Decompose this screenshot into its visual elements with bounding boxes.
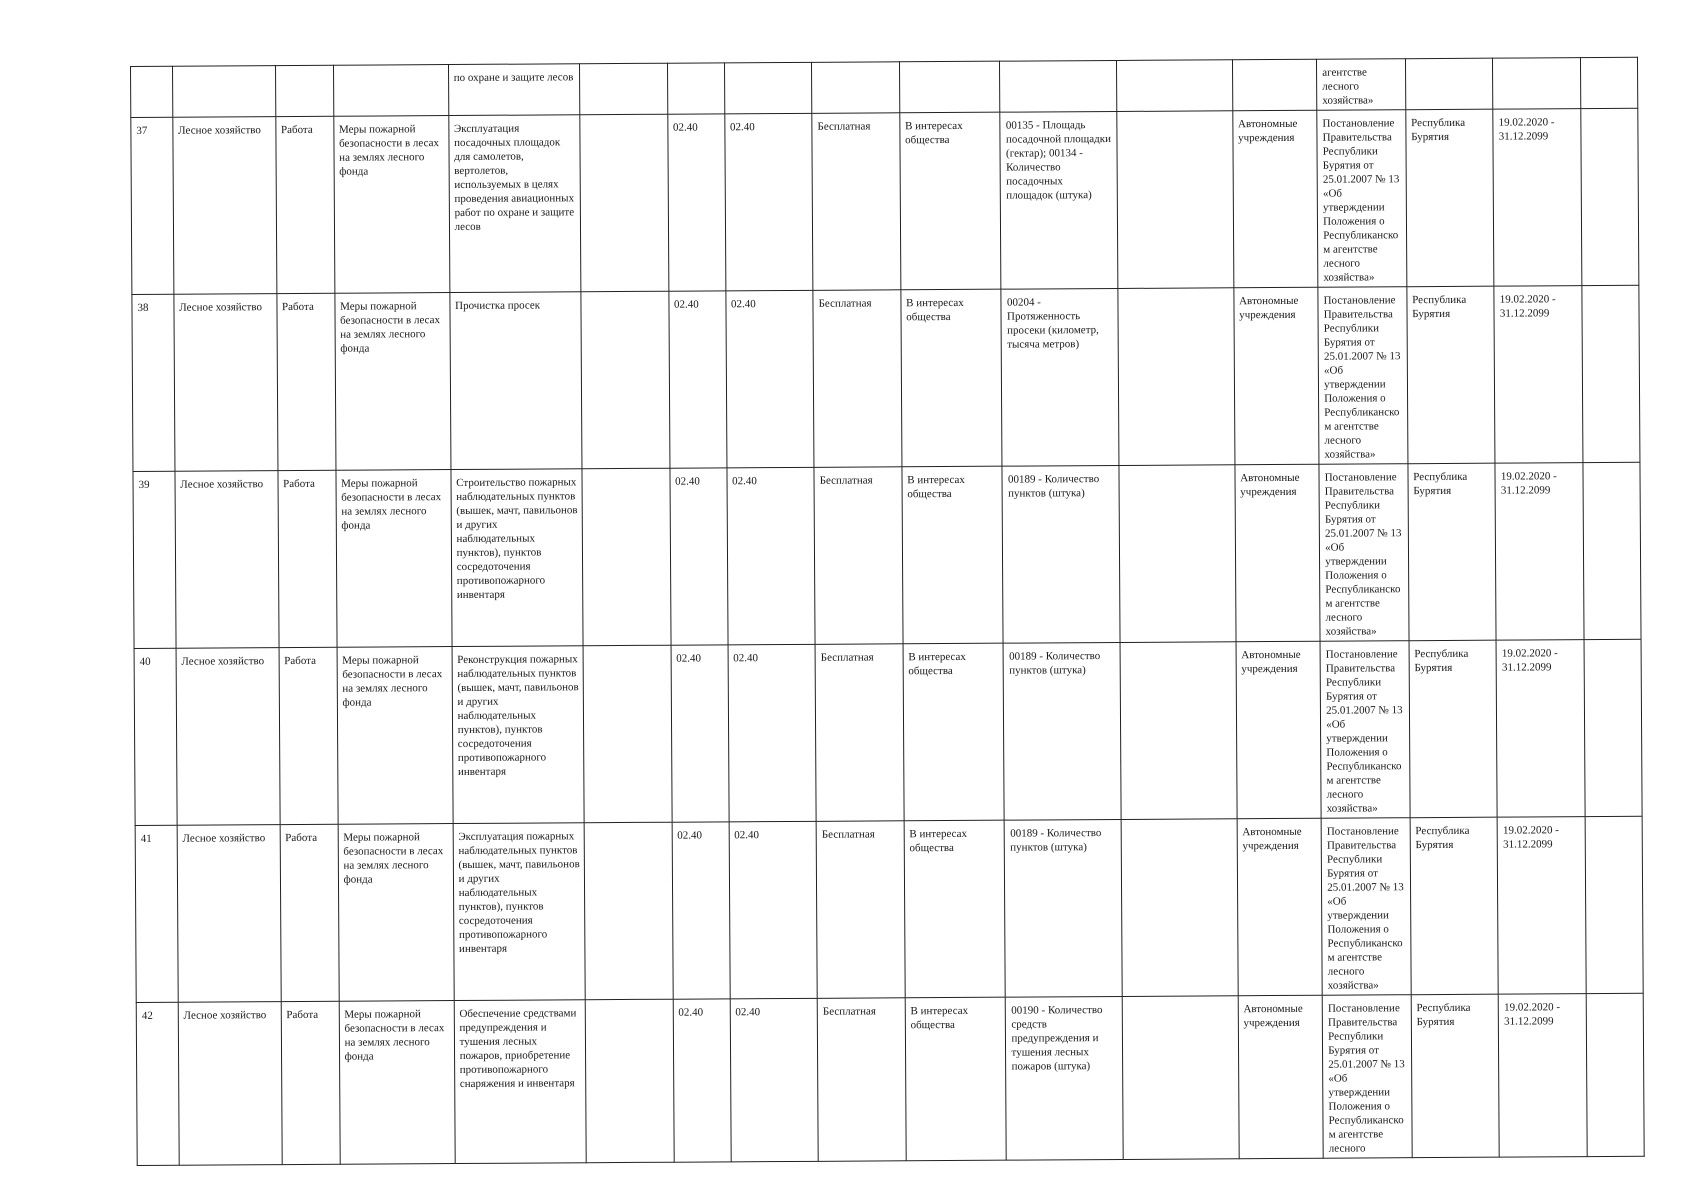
cell-code2: 02.40 (728, 644, 817, 822)
cell-institution: Автономные учреждения (1236, 641, 1322, 819)
cell-empty (1581, 108, 1639, 285)
cell-code2: 02.40 (729, 821, 818, 999)
cell-region (1405, 58, 1493, 110)
cell-empty (1585, 816, 1643, 993)
cell-work: Обеспечение средствами предупреждения и тушения лесных пожаров, приобретение противопожарного снаряжения и инвентаря (454, 1000, 586, 1164)
cell-period: 19.02.2020 - 31.12.2099 (1494, 286, 1583, 464)
cell-payment: Бесплатная (812, 113, 901, 291)
cell-indicator: 00190 - Количество средств предупреждения и тушения лесных пожаров (штука) (1006, 996, 1123, 1160)
cell-region: Республика Бурятия (1410, 817, 1499, 995)
cell-interest: В интересах общества (905, 997, 1007, 1161)
cell-payment: Бесплатная (816, 821, 905, 999)
cell-region: Республика Бурятия (1406, 109, 1495, 287)
cell-empty (583, 645, 672, 823)
cell-institution: Автономные учреждения (1234, 287, 1320, 465)
cell-payment: Бесплатная (814, 467, 903, 645)
cell-indicator (1000, 60, 1116, 112)
cell-institution: Автономные учреждения (1232, 110, 1318, 288)
cell-category: Меры пожарной безопасности в лесах на землях лесного фонда (337, 647, 453, 825)
cell-code1: 02.40 (673, 999, 731, 1162)
table-row (131, 108, 1639, 294)
cell-period: 19.02.2020 - 31.12.2099 (1496, 640, 1585, 818)
cell-act: Постановление Правительства Республики Бурятия от 25.01.2007 № 13 «Об утверждении Положения о Республиканском агентстве лесного хозяйства» (1318, 287, 1408, 465)
cell-branch (172, 66, 275, 118)
cell-category (333, 65, 448, 117)
cell-work: Эксплуатация посадочных площадок для самолетов, вертолетов, используемых в целях проведения авиационных работ по охране и защите лесов (448, 115, 580, 293)
cell-type: Работа (281, 1001, 340, 1164)
cell-act: Постановление Правительства Республики Бурятия от 25.01.2007 № 13 «Об утверждении Положения о Республиканском агентстве лесного хозяйства» (1320, 641, 1410, 819)
cell-code1: 02.40 (672, 822, 730, 999)
cell-work: Эксплуатация пожарных наблюдательных пунктов (вышек, мачт, павильонов и других наблюдательных пунктов), пунктов сосредоточения противопожарного инвентаря (453, 823, 585, 1001)
cell-act: агентстве лесного хозяйства» (1317, 59, 1406, 111)
cell-empty (584, 822, 673, 1000)
cell-num: 38 (132, 294, 175, 471)
cell-category: Меры пожарной безопасности в лесах на землях лесного фонда (338, 824, 454, 1002)
cell-category: Меры пожарной безопасности в лесах на землях лесного фонда (339, 1001, 455, 1165)
cell-num: 37 (131, 117, 174, 294)
cell-indicator: 00204 - Протяженность просеки (километр, тысяча метров) (1001, 288, 1118, 466)
cell-code2: 02.40 (727, 467, 816, 645)
cell-act: Постановление Правительства Республики Бурятия от 25.01.2007 № 13 «Об утверждении Положения о Республиканском агентстве лесного хозяйства» (1319, 464, 1409, 642)
cell-code2: 02.40 (724, 113, 813, 291)
cell-code2: 02.40 (730, 998, 819, 1162)
cell-category: Меры пожарной безопасности в лесах на землях лесного фонда (334, 293, 450, 471)
cell-payment (812, 62, 900, 114)
cell-empty (1116, 60, 1232, 112)
cell-num: 40 (134, 648, 177, 825)
cell-empty (582, 468, 671, 646)
cell-act: Постановление Правительства Республики Бурятия от 25.01.2007 № 13 «Об утверждении Положения о Республиканском агентстве лесного хозяйства» (1321, 818, 1411, 996)
cell-branch: Лесное хозяйство (175, 471, 279, 649)
cell-code1 (667, 63, 724, 114)
cell-act: Постановление Правительства Республики Бурятия от 25.01.2007 № 13 «Об утверждении Положения о Республиканском агентстве лесного хозяйства» (1317, 110, 1407, 288)
cell-payment: Бесплатная (813, 290, 902, 468)
cell-payment: Бесплатная (817, 998, 906, 1162)
cell-empty (1116, 111, 1233, 289)
cell-code1: 02.40 (668, 291, 726, 468)
cell-empty (1121, 819, 1238, 997)
cell-act: Постановление Правительства Республики Бурятия от 25.01.2007 № 13 «Об утверждении Положения о Республиканском агентстве лесного (1322, 995, 1412, 1159)
table-row (135, 816, 1643, 1002)
table-row (133, 462, 1641, 648)
cell-institution: Автономные учреждения (1238, 995, 1323, 1159)
cell-code1: 02.40 (667, 114, 725, 291)
cell-period: 19.02.2020 - 31.12.2099 (1495, 463, 1584, 641)
cell-interest: В интересах общества (901, 289, 1003, 467)
cell-work: Реконструкция пожарных наблюдательных пунктов (вышек, мачт, павильонов и других наблюдательных пунктов), пунктов сосредоточения противопожарного инвентаря (452, 646, 584, 824)
cell-type: Работа (275, 116, 334, 293)
cell-empty (585, 999, 674, 1163)
cell-interest: В интересах общества (902, 466, 1004, 644)
cell-num: 42 (136, 1002, 179, 1165)
cell-code2 (724, 62, 812, 114)
cell-region: Республика Бурятия (1408, 463, 1497, 641)
cell-type (275, 65, 333, 116)
table-row-continued (131, 57, 1638, 117)
cell-interest (899, 61, 1000, 113)
cell-type: Работа (278, 470, 337, 647)
cell-period: 19.02.2020 - 31.12.2099 (1497, 817, 1586, 995)
cell-empty (1580, 57, 1637, 108)
cell-indicator: 00189 - Количество пунктов (штука) (1002, 465, 1119, 643)
cell-branch: Лесное хозяйство (173, 117, 277, 295)
cell-period: 19.02.2020 - 31.12.2099 (1498, 994, 1587, 1158)
cell-num: 41 (135, 825, 178, 1002)
cell-indicator: 00135 - Площадь посадочной площадки (гектар); 00134 - Количество посадочных площадок (штука) (1000, 111, 1117, 289)
cell-interest: В интересах общества (904, 820, 1006, 998)
cell-empty (1117, 288, 1234, 466)
cell-type: Работа (280, 824, 339, 1001)
cell-institution: Автономные учреждения (1235, 464, 1321, 642)
cell-empty (580, 114, 669, 292)
cell-category: Меры пожарной безопасности в лесах на землях лесного фонда (336, 470, 452, 648)
cell-payment: Бесплатная (815, 644, 904, 822)
cell-type: Работа (276, 293, 335, 470)
cell-code1: 02.40 (670, 468, 728, 645)
cell-branch: Лесное хозяйство (176, 648, 280, 826)
cell-empty (581, 291, 670, 469)
cell-period: 19.02.2020 - 31.12.2099 (1493, 109, 1582, 287)
cell-code2: 02.40 (725, 290, 814, 468)
cell-num: 39 (133, 471, 176, 648)
cell-empty (1582, 285, 1640, 462)
cell-code1: 02.40 (671, 645, 729, 822)
cell-institution (1232, 59, 1317, 111)
cell-work: по охране и защите лесов (448, 64, 580, 116)
cell-interest: В интересах общества (899, 112, 1001, 290)
cell-work: Прочистка просек (450, 292, 582, 470)
cell-empty (1122, 996, 1239, 1160)
cell-institution: Автономные учреждения (1237, 818, 1323, 996)
cell-empty (1586, 993, 1644, 1156)
cell-category: Меры пожарной безопасности в лесах на землях лесного фонда (333, 116, 449, 294)
cell-work: Строительство пожарных наблюдательных пунктов (вышек, мачт, павильонов и других наблюдательных пунктов), пунктов сосредоточения противопожарного инвентаря (451, 469, 583, 647)
table-row (136, 993, 1644, 1165)
cell-empty (1583, 462, 1641, 639)
cell-empty (579, 63, 667, 115)
cell-branch: Лесное хозяйство (178, 1002, 282, 1166)
cell-period (1493, 58, 1581, 110)
cell-branch: Лесное хозяйство (177, 825, 281, 1003)
cell-empty (1119, 465, 1236, 643)
cell-region: Республика Бурятия (1407, 286, 1496, 464)
table-row (132, 285, 1640, 471)
table-row (134, 639, 1642, 825)
cell-indicator: 00189 - Количество пунктов (штука) (1004, 642, 1121, 820)
cell-region: Республика Бурятия (1409, 640, 1498, 818)
registry-table (130, 57, 1645, 1166)
cell-region: Республика Бурятия (1411, 994, 1500, 1158)
cell-num (131, 66, 173, 117)
cell-interest: В интересах общества (903, 643, 1005, 821)
cell-empty (1584, 639, 1642, 816)
cell-empty (1120, 642, 1237, 820)
cell-type: Работа (279, 647, 338, 824)
cell-indicator: 00189 - Количество пунктов (штука) (1005, 819, 1122, 997)
cell-branch: Лесное хозяйство (174, 294, 278, 472)
